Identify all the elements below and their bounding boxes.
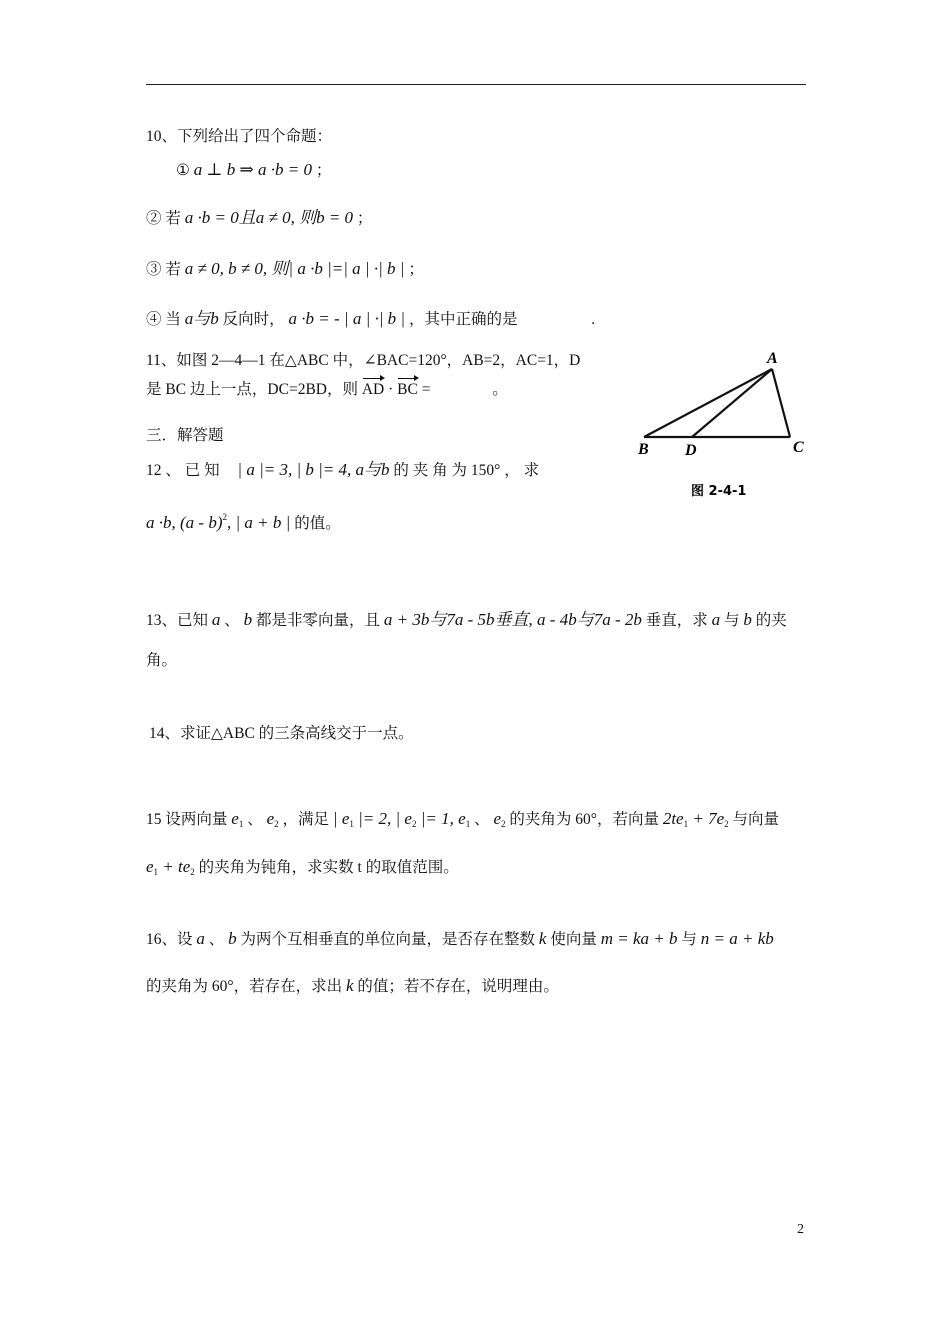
q13-line-1: 13、已知 a 、 b 都是非零向量，且 a + 3b与7a - 5b垂直, a - 4b与7a - 2b 垂直，求 a 与 b 的夹: [146, 610, 787, 629]
q10-proposition-2: ② 若 a ·b = 0且a ≠ 0, 则b = 0 ；: [146, 208, 373, 227]
q15-line-1: 15 设两向量 $e_1$ 、 $e_2$ ，满足 | $e_1$ |= 2, | $e_2$ |= 1, $e_1$ 、 $e_2$ 的夹角为 60°，若向量 $2te_1 + 7e_2$ 与向量: [146, 809, 780, 829]
vertex-label-b: B: [638, 441, 649, 458]
q14-text: 14、求证△ABC 的三条高线交于一点。: [149, 725, 414, 742]
page-number: 2: [797, 1222, 804, 1237]
q10-title: 10、下列给出了四个命题：: [146, 128, 333, 145]
q12-line-2: a ·b, (a - b)$^2$, | a + b | 的值。: [146, 512, 341, 532]
q16-line-1: 16、设 a 、 b 为两个互相垂直的单位向量，是否存在整数 k 使向量 m = ka + b 与 n = a + kb: [146, 929, 774, 948]
q13-line-2: 角。: [146, 652, 178, 669]
vertex-label-d: D: [685, 442, 697, 459]
q12-line-1: 12 、 已 知 | a |= 3, | b |= 4, a与b 的 夹 角 为 150° ， 求: [146, 460, 540, 479]
vertex-label-c: C: [793, 439, 804, 456]
q16-line-2: 的夹角为 60°，若存在，求出 k 的值；若不存在，说明理由。: [146, 976, 559, 995]
q10-proposition-4: ④ 当 a与b 反向时， a ·b = - | a | ·| b | ，其中正确的是 .: [146, 309, 596, 328]
vector-bc: BC: [397, 379, 418, 401]
section-3-title: 三．解答题: [146, 427, 224, 444]
vector-ad: AD: [362, 379, 384, 401]
triangle-figure: [622, 346, 822, 506]
q15-line-2: $e_1 + te_2$ 的夹角为钝角，求实数 t 的取值范围。: [146, 857, 459, 877]
header-rule: [146, 84, 806, 85]
q10-proposition-1: ① a ⊥ b ⇒ a ·b = 0 ；: [176, 160, 332, 179]
q11-line-2: 是 BC 边上一点，DC=2BD，则 AD · BC = 。: [146, 379, 508, 401]
figure-caption: 图 2-4-1: [691, 484, 747, 499]
q11-line-1: 11、如图 2—4—1 在△ABC 中，∠BAC=120°，AB=2，AC=1，D: [146, 352, 581, 369]
q10-proposition-3: ③ 若 a ≠ 0, b ≠ 0, 则| a ·b |=| a | ·| b | ；: [146, 259, 424, 278]
vertex-label-a: A: [767, 350, 778, 367]
